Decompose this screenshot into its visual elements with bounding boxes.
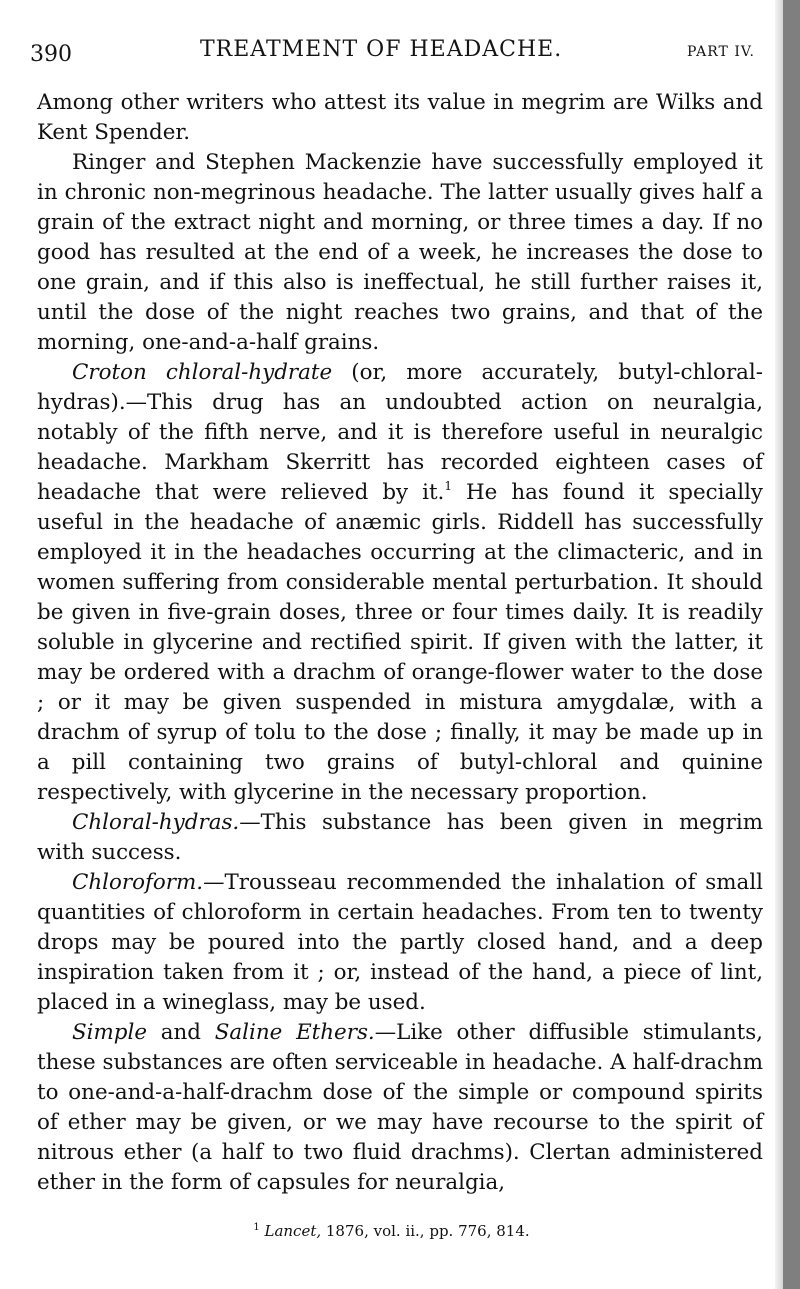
footnote-citation: 1876, vol. ii., pp. 776, 814.: [321, 1222, 530, 1240]
running-title: TREATMENT OF HEADACHE.: [200, 37, 563, 62]
section-heading: Croton chloral-hydrate: [72, 360, 333, 385]
paragraph-croton-chloral: [37, 358, 763, 808]
section-heading: Saline Ethers.: [214, 1020, 375, 1045]
paragraph-ringer-mackenzie: [37, 148, 763, 358]
paragraph-megrim-writers: [37, 88, 763, 148]
part-label: PART IV.: [687, 44, 755, 60]
page-number: 390: [30, 42, 72, 67]
section-heading: Simple: [72, 1020, 147, 1045]
paragraph-text: —Trousseau recommended the inhalation of small quantities of chloroform in certain headaches. From ten to twenty drops may be poured into the partly closed hand, and a deep inspiration taken from it ; or, instead of the hand, a piece of lint, placed in a wineglass, may be used.: [37, 870, 763, 1015]
heading-joiner: and: [146, 1020, 215, 1045]
footnote: [0, 1222, 783, 1240]
footnote-mark: 1: [253, 1222, 260, 1233]
paragraph-text: —This substance has been given in megrim with success.: [37, 810, 763, 865]
paragraph-text: He has found it specially useful in the headache of anæmic girls. Riddell has successfully employed it in the headaches occurring at the climacteric, and in women suffering from considerable mental perturbation. It should be given in five-grain doses, three or four times daily. It is readily soluble in glycerine and rectified spirit. If given with the latter, it may be ordered with a drachm of orange-flower water to the dose ; or it may be given suspended in mistura amygdalæ, with a drachm of syrup of tolu to the dose ; finally, it may be made up in a pill containing two grains of butyl-chloral and quinine respectively, with glycerine in the necessary proportion.: [37, 480, 763, 805]
paragraph-text: Ringer and Stephen Mackenzie have successfully employed it in chronic non-megrinous headache. The latter usually gives half a grain of the extract night and morning, or three times a day. If no good has resulted at the end of a week, he increases the dose to one grain, and if this also is ineffectual, he still further raises it, until the dose of the night reaches two grains, and that of the morning, one-and-a-half grains.: [37, 150, 763, 355]
section-heading: Chloroform.: [72, 870, 204, 895]
paragraph-text: Among other writers who attest its value in megrim are Wilks and Kent Spender.: [37, 90, 763, 145]
page-header: [30, 34, 755, 68]
paragraph-text: —Like other diffusible stimulants, these substances are often serviceable in headache. A half-drachm to one-and-a-half-drachm dose of the simple or compound spirits of ether may be given, or we may have recourse to the spirit of nitrous ether (a half to two fluid drachms). Clertan administered ether in the form of capsules for neuralgia,: [37, 1020, 763, 1195]
body-text: [37, 88, 763, 1198]
footnote-source: Lancet,: [264, 1222, 322, 1240]
section-heading: Chloral-hydras.: [72, 810, 240, 835]
paragraph-chloral-hydras: [37, 808, 763, 868]
paragraph-ethers: [37, 1018, 763, 1198]
paragraph-text: (or, more accurately, butyl-chloral-hydras).—This drug has an undoubted action on neuralgia, notably of the fifth nerve, and it is therefore useful in neuralgic headache. Markham Skerritt has recorded eighteen cases of headache that were relieved by it.: [37, 360, 763, 505]
footnote-reference: 1: [444, 479, 452, 493]
page-edge-shadow: [775, 0, 783, 1289]
paragraph-chloroform: [37, 868, 763, 1018]
